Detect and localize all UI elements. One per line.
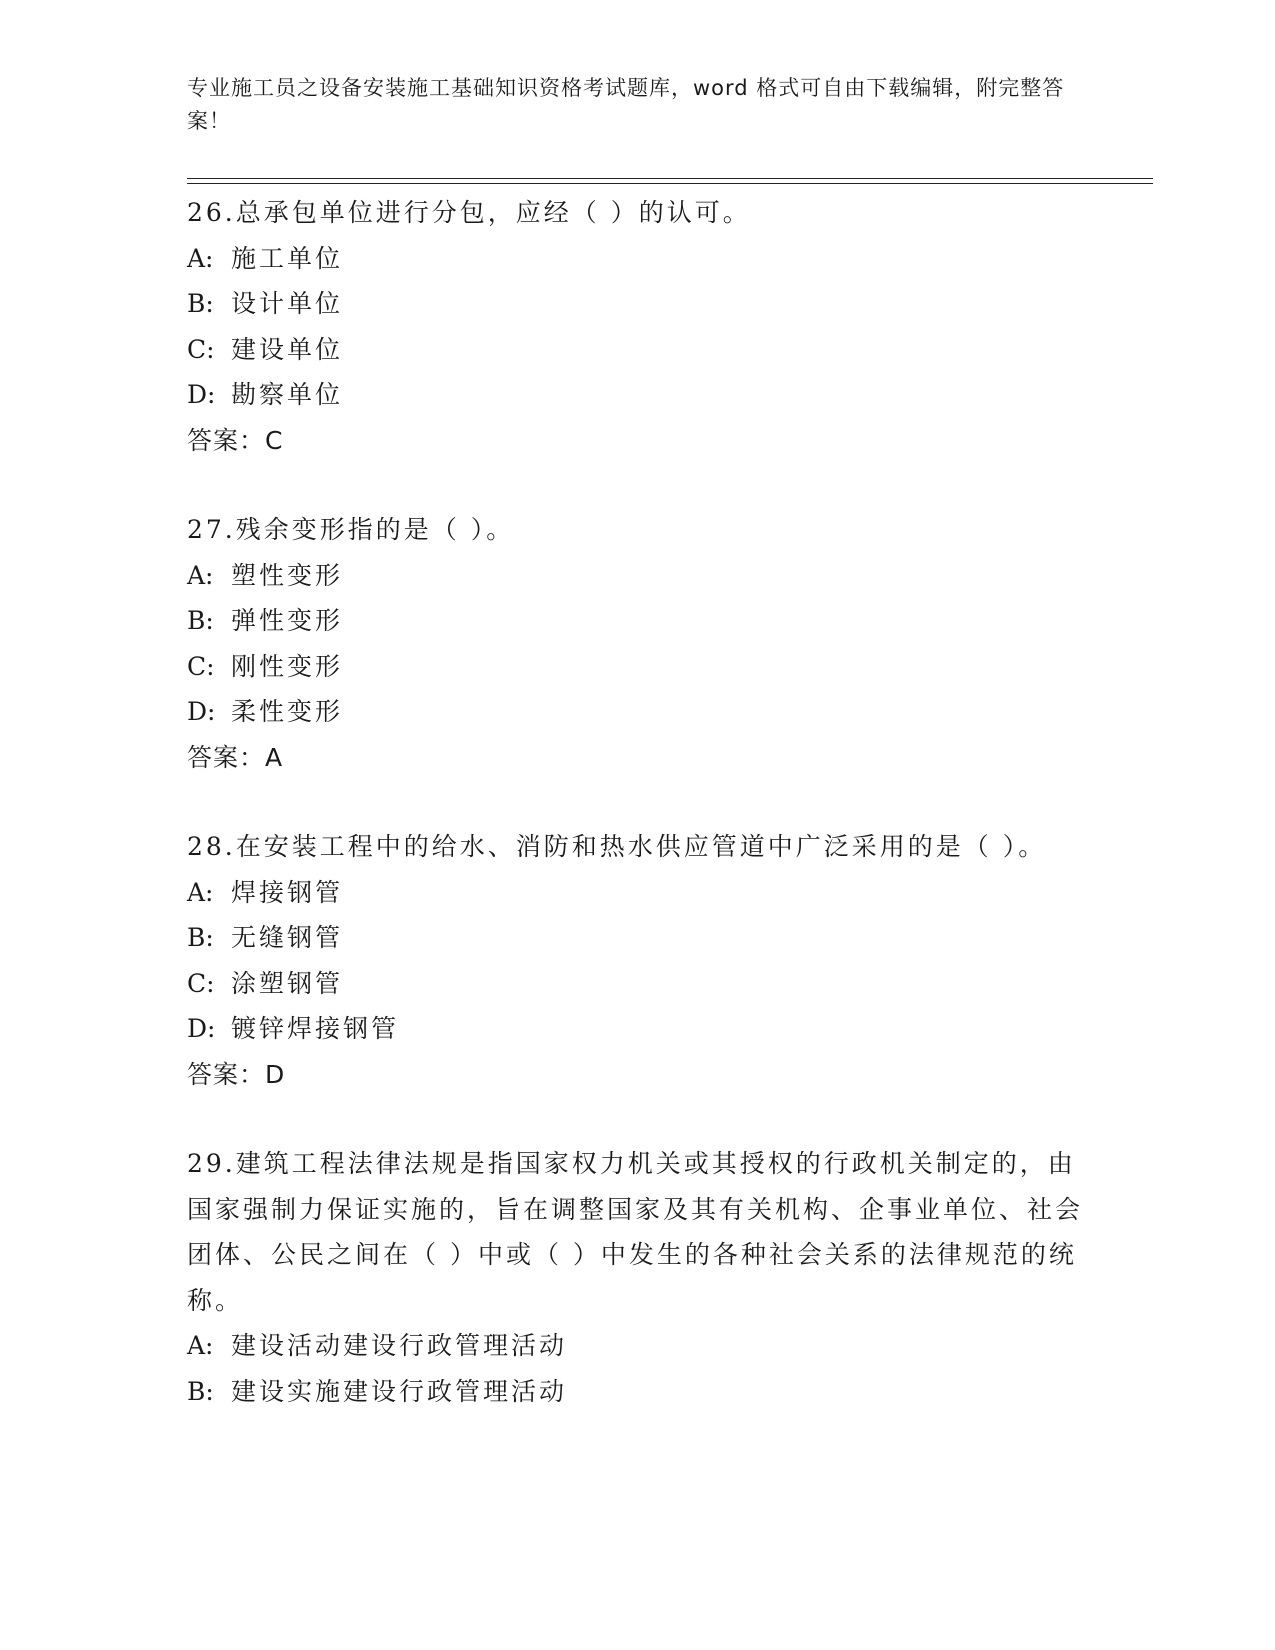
header-divider-top: [187, 178, 1153, 179]
option-d: [187, 372, 1087, 418]
option-a: [187, 236, 1087, 282]
option-b: [187, 281, 1087, 327]
option-a: [187, 553, 1087, 599]
option-text: 建设活动建设行政管理活动: [231, 1331, 568, 1360]
document-header: 专业施工员之设备安装施工基础知识资格考试题库，word 格式可自由下载编辑，附完整答案！: [187, 76, 1065, 133]
option-c: [187, 961, 1087, 1007]
question-list: [187, 190, 1087, 1458]
option-label: A:: [187, 1331, 214, 1360]
option-b: [187, 1369, 1087, 1415]
option-label: D:: [187, 697, 216, 726]
option-label: A:: [187, 243, 214, 273]
option-a: [187, 870, 1087, 916]
question-26: [187, 190, 1087, 463]
option-text: 镀锌焊接钢管: [231, 1014, 400, 1043]
option-a: [187, 1323, 1087, 1369]
option-label: D:: [187, 1014, 216, 1043]
option-label: C:: [187, 651, 215, 681]
question-stem: 28.在安装工程中的给水、消防和热水供应管道中广泛采用的是（ ）。: [187, 832, 1047, 861]
option-text: 建设实施建设行政管理活动: [231, 1376, 568, 1406]
option-text: 设计单位: [231, 289, 344, 318]
option-text: 塑性变形: [231, 560, 344, 590]
answer: 答案：C: [187, 425, 284, 455]
header-divider-bottom: [187, 183, 1153, 184]
question-29: [187, 1141, 1087, 1414]
question-27: [187, 507, 1087, 780]
question-stem: 27.残余变形指的是（ ）。: [187, 515, 515, 544]
option-label: A:: [187, 560, 214, 590]
option-d: [187, 689, 1087, 735]
option-text: 施工单位: [231, 243, 344, 273]
option-c: [187, 327, 1087, 373]
option-text: 勘察单位: [231, 380, 344, 409]
option-label: D:: [187, 380, 216, 409]
option-c: [187, 644, 1087, 690]
option-text: 弹性变形: [231, 606, 344, 635]
option-text: 刚性变形: [231, 651, 344, 681]
option-text: 涂塑钢管: [231, 968, 344, 998]
option-d: [187, 1006, 1087, 1052]
option-text: 建设单位: [231, 334, 344, 364]
option-label: C:: [187, 334, 215, 364]
question-stem: 26.总承包单位进行分包，应经（ ）的认可。: [187, 198, 751, 227]
option-label: B:: [187, 923, 214, 952]
option-label: B:: [187, 606, 214, 635]
option-text: 柔性变形: [231, 697, 344, 726]
question-stem: 29.建筑工程法律法规是指国家权力机关或其授权的行政机关制定的，由国家强制力保证实施的，旨在调整国家及其有关机构、企事业单位、社会团体、公民之间在（ ）中或（ ）中发生的各种社会关系的法律规范的统称。: [187, 1149, 1084, 1315]
answer: 答案：D: [187, 1059, 286, 1089]
option-label: B:: [187, 1376, 214, 1406]
option-text: 焊接钢管: [231, 877, 344, 907]
option-text: 无缝钢管: [231, 923, 344, 952]
option-label: A:: [187, 877, 214, 907]
option-b: [187, 915, 1087, 961]
option-b: [187, 598, 1087, 644]
option-label: C:: [187, 968, 215, 998]
answer: 答案：A: [187, 742, 284, 772]
option-label: B:: [187, 289, 214, 318]
question-28: [187, 824, 1087, 1097]
